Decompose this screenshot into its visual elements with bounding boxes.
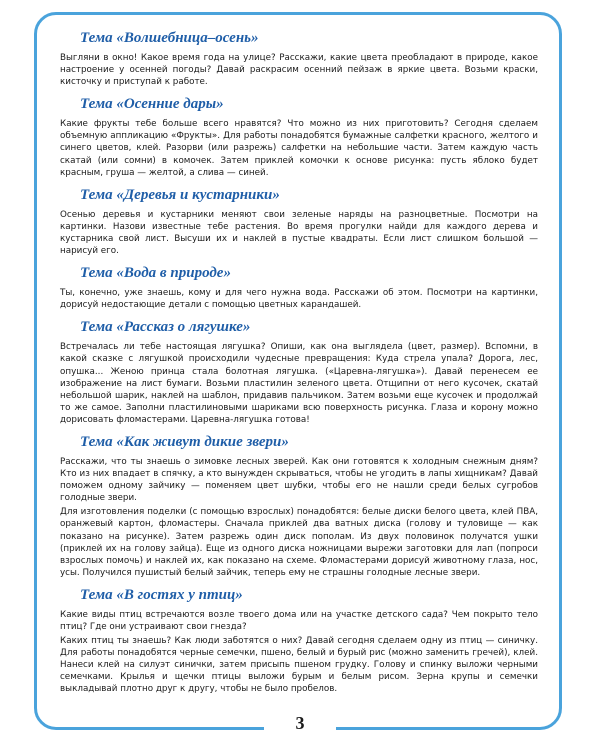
section-paragraph: Какие виды птиц встречаются возле твоего дома или на участке детского сада? Чем покрыто тело птиц? Где они устраивают свои гнезда?: [60, 609, 538, 632]
section-paragraph: Каких птиц ты знаешь? Как люди заботятся о них? Давай сегодня сделаем одну из птиц — синичку. Для работы понадобятся черные семечки, пшено, белый и бурый рис (можно заменить гречей), клей. Нанеси клей на силуэт синички, затем присыпь пшеном грудку. Голову и спинку выложи черными семечками. Крылья и щечки птицы выложи бурым и белым рисом. Зерна крупы и семечки выкладывай плотно друг к другу, чтобы не было пробелов.: [60, 636, 538, 695]
section-paragraph: Выгляни в окно! Какое время года на улице? Расскажи, какие цвета преобладают в природе, какое настроение у осенней погоды? Давай раскрасим осенний пейзаж в яркие цвета. Возьми краски, кисточку и приступай к работе.: [60, 53, 538, 88]
section-paragraph: Ты, конечно, уже знаешь, кому и для чего нужна вода. Расскажи об этом. Посмотри на картинки, дорисуй недостающие детали с помощью цветных карандашей.: [60, 288, 538, 311]
section-title: Тема «Осенние дары»: [80, 96, 224, 113]
section-title: Тема «В гостях у птиц»: [80, 586, 243, 603]
section-title: Тема «Волшебница–осень»: [80, 30, 259, 46]
section-title: Тема «Вода в природе»: [80, 265, 231, 282]
page-number: 3: [295, 713, 305, 733]
section-water-in-nature: [60, 265, 538, 311]
section-trees-and-shrubs: [60, 187, 538, 257]
section-visiting-birds: [60, 587, 538, 696]
section-frog-story: [60, 319, 538, 426]
section-wild-animals: [60, 434, 538, 579]
section-autumn-gifts: [60, 96, 538, 178]
section-paragraph: Встречалась ли тебе настоящая лягушка? Опиши, как она выглядела (цвет, размер). Вспомни, в какой сказке с лягушкой происходили чудесные превращения: Куда стрела упала? Дорога, лес, опушка... Женою принца стала болотная лягушка. («Царевна-лягушка»). Давай перенесем ее изображение на лист бумаги. Возьми пластилин зеленого цвета. Отщипни от него кусочек, скатай небольшой шарик, наклей на шаблон, придавив пальчиком. Затем возьми еще кусочек и продолжай то же самое. Заполни пластилиновыми шариками всю поверхность рисунка. Глаза и корону можно дорисовать фломастерами. Царевна-лягушка готова!: [60, 342, 538, 425]
section-paragraph: Для изготовления поделки (с помощью взрослых) понадобятся: белые диски белого цвета, клей ПВА, оранжевый картон, фломастеры. Сначала приклей два ватных диска (голову и туловище — как показано на рисунке). Затем разрежь один диск пополам. Из двух половинок получатся ушки (приклей их на голову зайца). Еще из одного диска ножницами вырежи заготовки для лап (попроси взрослых помочь) и наклей их, как показано на схеме. Фломастерами дорисуй животному глаза, нос, усы. Получился пушистый белый зайчик, теперь ему не страшны голодные лесные звери.: [60, 507, 538, 578]
section-paragraph: Осенью деревья и кустарники меняют свои зеленые наряды на разноцветные. Посмотри на картинки. Назови известные тебе растения. Во время прогулки найди для каждого дерева и кустарника свой лист. Высуши их и наклей в пустые квадраты. Если лист слишком большой — нарисуй его.: [60, 209, 538, 257]
section-title: Тема «Рассказ о лягушке»: [80, 319, 251, 336]
section-autumn-sorceress: [60, 30, 538, 88]
section-paragraph: Какие фрукты тебе больше всего нравятся? Что можно из них приготовить? Сегодня сделаем объемную аппликацию «Фрукты». Для работы понадобятся бумажные салфетки красного, желтого и синего цветов, клей. Разорви (или разрежь) салфетки на небольшие части. Затем каждую часть скатай (или сомни) в комочек. Затем приклей комочки к основе рисунка: пусть яблоко будет красным, груша — желтой, а слива — синей.: [60, 119, 538, 178]
section-paragraph: Расскажи, что ты знаешь о зимовке лесных зверей. Как они готовятся к холодным снежным дням? Кто из них впадает в спячку, а кто вынужден скрываться, чтобы не угодить в лапы хищникам? Давай поможем одному зайчику — поменяем цвет шубки, чтобы его не нашли среди белых сугробов голодные звери.: [60, 456, 538, 504]
section-title: Тема «Как живут дикие звери»: [80, 433, 289, 450]
section-title: Тема «Деревья и кустарники»: [80, 186, 280, 203]
page-content: [60, 24, 538, 698]
